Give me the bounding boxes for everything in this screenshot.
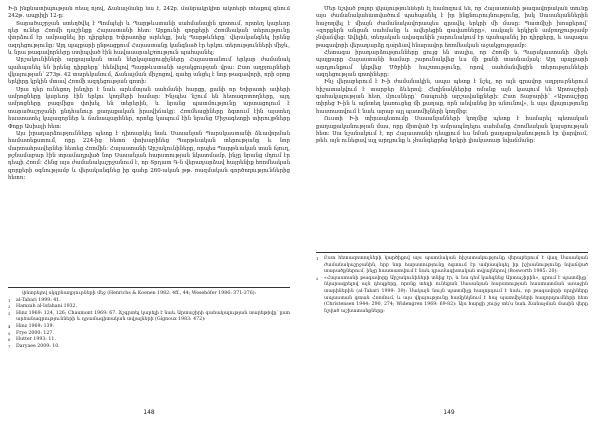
footnote-text: Ըստ հետազոտողների կարծիքով այս պատմական հիշատակությունը վերաբերում է վաղ Սասանյան ժամանակաշրջանին, երբ նոր հարստությունը ձգտում էր ամրապնդել իր իշխանությունը նվաճված տարածքներում, ինչը հաստատվում է նաև դրամագիտական տվյալներով (Bosworth 1985: 20): [324, 256, 588, 275]
footnote [8, 344, 290, 351]
left-paragraph: Տարածաշրջան ստեղծվել է Պոմպեյի և Պարթևստանի սահմանային գոտում, որտեղ կարևոր դեր ուներ Հռոմի դաշինքը Հայաստանի հետ: Արքունի զորքերի Հռոմեական տերությունը փորձում էր ամրացնել իր դիրքերը Եփրատից արևելք, իսկ Պարթևները՝ վերականգնել իրենց ազդեցությունը: Այդ պայքարի ընթացքում Հայաստանը կանգնած էր երկու տերությունների միջև, և նրա թագավորները ստիպված էին հավասարակշռություն պահպանել: [8, 20, 290, 57]
footnote [8, 337, 290, 344]
footnote-marker: 6 [8, 337, 11, 343]
right-paragraph: Մեր նշված բոլոր վկայություններն էլ համոզում են, որ Հայաստանի թագավորական տունը այս ժամանակահատվածում պահպանել է իր ինքնուրույնությունը, իսկ Սասանյաններին հաջողվել է միայն ժամանակավորապես գրավել երկրի մի մասը: Պատմիչի խոսքերով՝ «զորքերն անցան սահմանը և ավերեցին գավառները», սակայն երկիրն ամբողջությամբ չնվաճվեց: Ավելին, տեղական ավագանին շարունակում էր պահպանել իր դիրքերը, և ապագա թագավորի վերադարձը դարձավ հնարավոր հռոմեական աջակցությամբ: [316, 6, 588, 49]
footnote-marker: 7 [8, 343, 11, 349]
right-paragraph: Ուստի Ի-ի տիրապետումը Սասանյանների կողմից պետք է համարել պետական քաղաքականության մաս, որը միտված էր ամրապնդելու սահմանը Հռոմեական կայսրության հետ: Սա նշանակում է, որ Հայաստանի դեպքում ևս նման քաղաքականություն էր վարվում, թեև այն ունեցավ այլ արդյունք և չհանգեցրեց երկրի լիակատար նվաճմանը: [316, 116, 588, 145]
footnote-text: փնտրելով սկզբնաղբյուրների մեջ (Henrichs & Koenen 1982: 4ff., 44; Wesehöfer 1986: 371-376): [22, 291, 257, 296]
footnote-text: al-Tabari 1999: 41. [16, 297, 61, 303]
footnote-text: «Հայաստանի թագավորը Արշակունիների տնից էր, և նա դեմ կանգնեց Արտաշիրին», գրում է պատմիչը՝ նկարագրելով այն դեպքերը, որոնք տեղի ունեցան Սասանյան հարստության հաստատման առաջին տարիներին (al-Tabari 1999: 39): Սակայն նույն պատմիչը հաղորդում է նաև, որ թագավորի որդիները ապաստան գտան Հռոմում, և այս վկայությունը համընկնում է հայ պատմիչների հաղորդումների հետ (Christensen 1944: 290, 274; Widengren 1969: 69-82): Այս հարցի շուրջ տե՛ս նաև Ճանաչման մասին վերը նշված աշխատանքները: [324, 275, 588, 314]
left-paragraph: Սրա դեր ունեցող խնդիր է նաև արևմտյան սահմանի հարցը, քանի որ Եփրատի ափերի ամրոցները կարևոր էին երկու կողմերի համար: Ինչպես նշում են հետազոտողները, այդ ամրոցները բազմիցս փոխել են տերերին, և նրանց պատմությունը արտացոլում է տարածաշրջանի ընդհանուր քաղաքական իրավիճակը: Հռոմեացիները ձգտում էին այստեղ հաստատել կայազորներ և ճանապարհներ, որոնք կապում էին նրանց Միջագետքի տիրույթները Փոքր Ասիայի հետ: [8, 86, 290, 130]
footnote-text: Hamzah al-Isfahani 1932. [16, 304, 78, 310]
footnote-text: Hutter 1993: 11. [16, 337, 56, 343]
left-paragraph: Ի-ի ինքնատիպության ռեալ ոչով, Ճանաչմանը նա է, 242բ. մանրակրկիտ ակտերի տեսքով գնում 242թ. ապրիլի 12-ը: [8, 6, 290, 20]
footnote-text: Frye 2000: 127. [16, 330, 54, 336]
footnote-marker: 2 [316, 275, 319, 281]
footnote-text: Hinz 1969: 124, 126; Chaumont 1969: 67. Ճշգրտել կարելի է նաև Արտաշիրի գահակալության տարեթիվը՝ ըստ արձանագրությունների և դրամագիտական տվյալների (Gignoux 1983: 472): [16, 310, 290, 323]
footnote [316, 256, 588, 276]
page-number: 148 [143, 409, 155, 416]
left-footnotes [8, 287, 290, 350]
page-number: 149 [443, 409, 455, 416]
left-page [6, 0, 292, 425]
left-body-text [8, 6, 290, 282]
right-page [306, 0, 592, 425]
footnote-marker: 3 [8, 310, 11, 316]
footnote-marker: 2 [8, 304, 11, 310]
footnote-text: Daryaee 2009: 10. [16, 343, 60, 349]
footnote-marker: 1 [316, 256, 319, 261]
footnote [316, 276, 588, 316]
right-paragraph: Ինչ վերաբերում է Ի-ի ժամանակին, ապա պետք է նշել, որ այն գրավոր աղբյուրներում հիշատակվում է տարբեր ձևերով: Հեղինակներից ոմանք այն կապում են Արտաշիրի գահակալության հետ, մյուսները՝ Շապուհի արշավանքների: Ըստ Տաբարիի՝ «Արտաշիրը տիրեց Ի-ին և այնտեղ կառուցեց մի քաղաք, որն անվանեց իր անունով», և այս վկայությունը հաստատվում է նաև արաբ այլ պատմիչների կողմից: [316, 79, 588, 115]
footnote-marker: 1 [8, 297, 11, 303]
right-body-text [316, 6, 588, 246]
left-paragraph: Այս իրադարձությունները պետք է դիտարկել նաև Սասանյան Պարսկաստանի ձևավորման համատեքստում, որը 224-ից հետո փոխարինեց Պարթևական տերությանը և նոր մարտահրավերներ նետեց Հռոմին: Հայաստանի Արշակունիները, որպես Պարթևական տան ճյուղ, թշնամաբար էին տրամադրված նոր Սասանյան հարստության նկատմամբ, ինչը նրանց մղում էր դեպի Հռոմ: Հենց այս ժամանակաշրջանում է, որ Տրդատ Գ-ն վերադարձավ հայրենիք հռոմեական զորքերի օգնությամբ և վերականգնեց իր գահը 260-ական թթ. ռազմական գործողություններից հետո: [8, 130, 290, 181]
footnote-marker [8, 291, 14, 298]
footnote [8, 291, 290, 298]
footnote-marker: 5 [8, 330, 11, 336]
footnote [8, 311, 290, 324]
left-paragraph: Արշակունիների արքայական տան ներկայացուցիչները Հայաստանում երկար ժամանակ պահպանել են իրենց դիրքերը՝ հենվելով Պարթևստանի աջակցության վրա: Ըստ աղբյուրների վկայության՝ 273թ. 42 տարեկանում, Ճանաչման միջոցով, գահը անցել է նոր թագավորի, որի օրոք երկիրը կրկին մտավ Հռոմի ազդեցության գոտի: [8, 57, 290, 86]
footnote [8, 304, 290, 311]
right-paragraph: Հետագա իրադարձությունները ցույց են տալիս, որ Հռոմի և Պարսկաստանի միջև պայքարը Հայաստանի համար շարունակվեց ևս մի քանի տասնամյակ: Այդ պայքարի արդյունքում կնքվեց Մծբինի հաշտությունը, որով սահմանվեցին տերությունների ազդեցության գոտիները: [316, 50, 588, 79]
footnote-marker: 4 [8, 323, 11, 329]
footnote [8, 324, 290, 331]
footnote-text: Hinz 1969: 139. [16, 323, 55, 329]
right-footnotes [316, 252, 588, 315]
